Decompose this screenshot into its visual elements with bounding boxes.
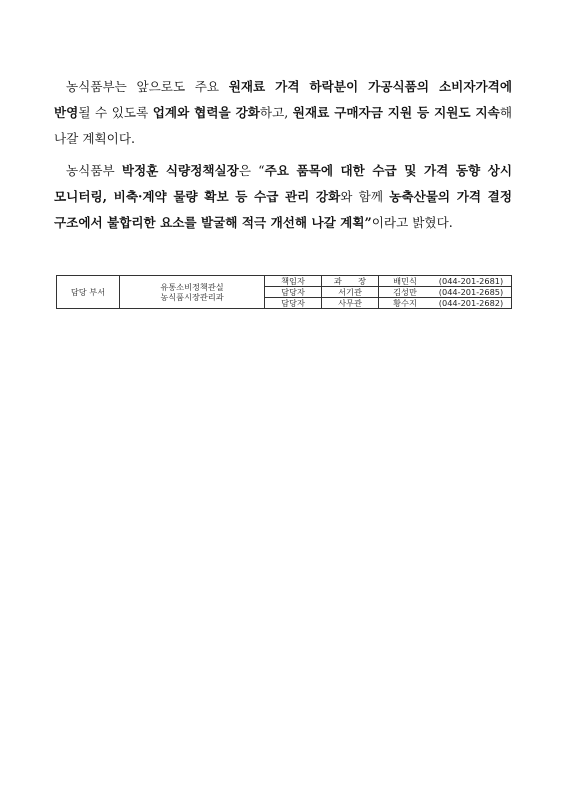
contact-phone: (044-201-2685): [431, 287, 512, 298]
emphasis-text: 원재료 구매자금 지원 등 지원도 지속: [292, 105, 500, 120]
contact-role: 담당자: [265, 298, 322, 309]
emphasis-text: 업계와 협력을 강화: [152, 105, 260, 120]
body-text: 될 수 있도록: [78, 105, 153, 120]
dept-line-2: 농식품시장관리과: [160, 292, 224, 302]
body-text: 이라고 밝혔다.: [371, 215, 453, 230]
emphasis-text: 박정훈 식량정책실장: [121, 163, 239, 178]
body-text: 농식품부: [66, 163, 122, 178]
body-text: 농식품부는 앞으로도 주요: [66, 79, 229, 94]
contact-name: 배민식: [379, 276, 432, 287]
contact-phone: (044-201-2682): [431, 298, 512, 309]
dept-label: 담당 부서: [57, 276, 120, 309]
contact-role: 담당자: [265, 287, 322, 298]
contact-phone: (044-201-2681): [431, 276, 512, 287]
paragraph-plan: [54, 74, 512, 152]
contact-name: 김성만: [379, 287, 432, 298]
body-text: 은 “: [238, 163, 265, 178]
emphasis-text: 주요 품목에 대한 수급 및 가격 동향 상시 모니터링, 비축·계약 물량 확보 등 수급 관리 강화: [54, 163, 513, 204]
contact-position: 사무관: [322, 298, 379, 309]
body-text: 하고,: [259, 105, 293, 120]
paragraph-quote: [54, 158, 512, 236]
contact-row: [57, 276, 512, 287]
contact-role: 책임자: [265, 276, 322, 287]
dept-line-1: 유통소비정책관실: [160, 282, 224, 292]
dept-name: [120, 276, 265, 309]
contact-position: 서기관: [322, 287, 379, 298]
contact-position: 과 장: [322, 276, 379, 287]
emphasis-text: 농축산물의 가격 결정 구조에서 불합리한 요소를 발굴해 적극 개선해 나갈 계획”: [54, 189, 512, 230]
body-text: 와 함께: [340, 189, 390, 204]
emphasis-text: 원재료 가격 하락분이 가공식품의 소비자가격에 반영: [54, 79, 512, 120]
body-text: 해 나갈 계획이다.: [54, 105, 513, 146]
contact-table: [56, 275, 512, 309]
contact-name: 황수지: [379, 298, 432, 309]
